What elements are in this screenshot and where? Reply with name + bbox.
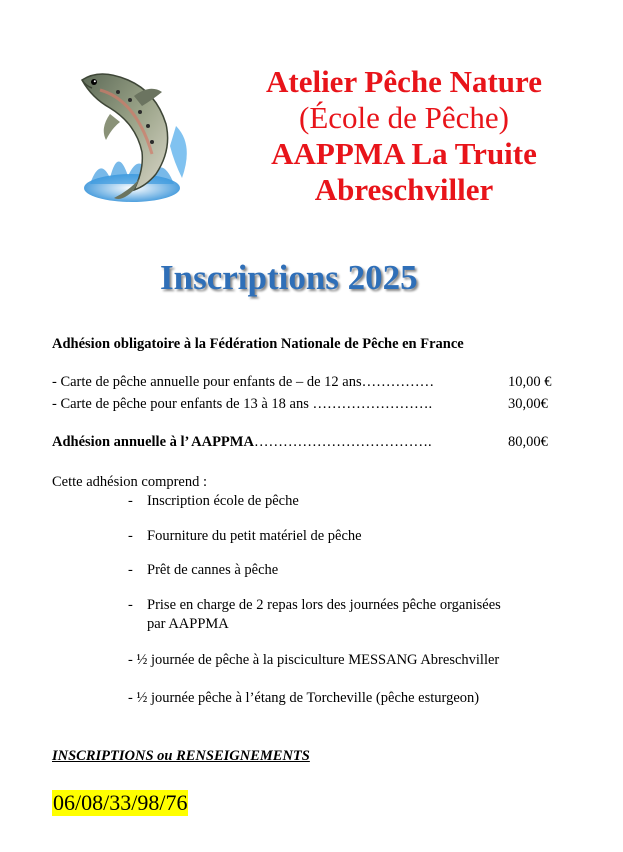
membership-dots: ………………………………. bbox=[253, 434, 432, 450]
include-item: Prêt de cannes à pêche bbox=[147, 562, 279, 578]
include-item-continued: par AAPPMA bbox=[147, 616, 229, 632]
page-title: Inscriptions 2025 bbox=[160, 258, 418, 297]
include-item: Prise en charge de 2 repas lors des journées pêche organisées bbox=[147, 597, 501, 613]
list-bullet: - bbox=[128, 493, 133, 509]
includes-intro: Cette adhésion comprend : bbox=[52, 474, 208, 490]
extra-item: - ½ journée pêche à l’étang de Torcheville (pêche esturgeon) bbox=[128, 690, 480, 706]
extra-item: - ½ journée de pêche à la pisciculture MESSANG Abreschviller bbox=[128, 652, 500, 668]
include-item: Fourniture du petit matériel de pêche bbox=[147, 528, 362, 544]
federation-heading: Adhésion obligatoire à la Fédération Nationale de Pêche en France bbox=[52, 336, 464, 352]
list-bullet: - bbox=[128, 597, 133, 613]
contact-heading: INSCRIPTIONS ou RENSEIGNEMENTS bbox=[52, 748, 310, 764]
card-under-12-price: 10,00 € bbox=[508, 374, 552, 390]
card-under-12-label: - Carte de pêche annuelle pour enfants de – de 12 ans…………… bbox=[52, 374, 435, 390]
include-item: Inscription école de pêche bbox=[147, 493, 299, 509]
membership-label: Adhésion annuelle à l’ AAPPMA bbox=[52, 434, 254, 450]
leaping-trout-icon bbox=[70, 66, 198, 206]
phone-number[interactable]: 06/08/33/98/76 bbox=[53, 790, 188, 815]
list-bullet: - bbox=[128, 562, 133, 578]
header-line-3: AAPPMA La Truite bbox=[271, 136, 537, 171]
header-line-2: (École de Pêche) bbox=[299, 100, 509, 135]
club-header bbox=[240, 64, 568, 208]
list-bullet: - bbox=[128, 528, 133, 544]
membership-price: 80,00€ bbox=[508, 434, 548, 450]
header-line-4: Abreschviller bbox=[314, 172, 494, 207]
header-line-1: Atelier Pêche Nature bbox=[265, 64, 543, 99]
card-13-18-price: 30,00€ bbox=[508, 396, 548, 412]
card-13-18-label: - Carte de pêche pour enfants de 13 à 18 ans ……………………. bbox=[52, 396, 433, 412]
membership-row bbox=[52, 433, 432, 451]
